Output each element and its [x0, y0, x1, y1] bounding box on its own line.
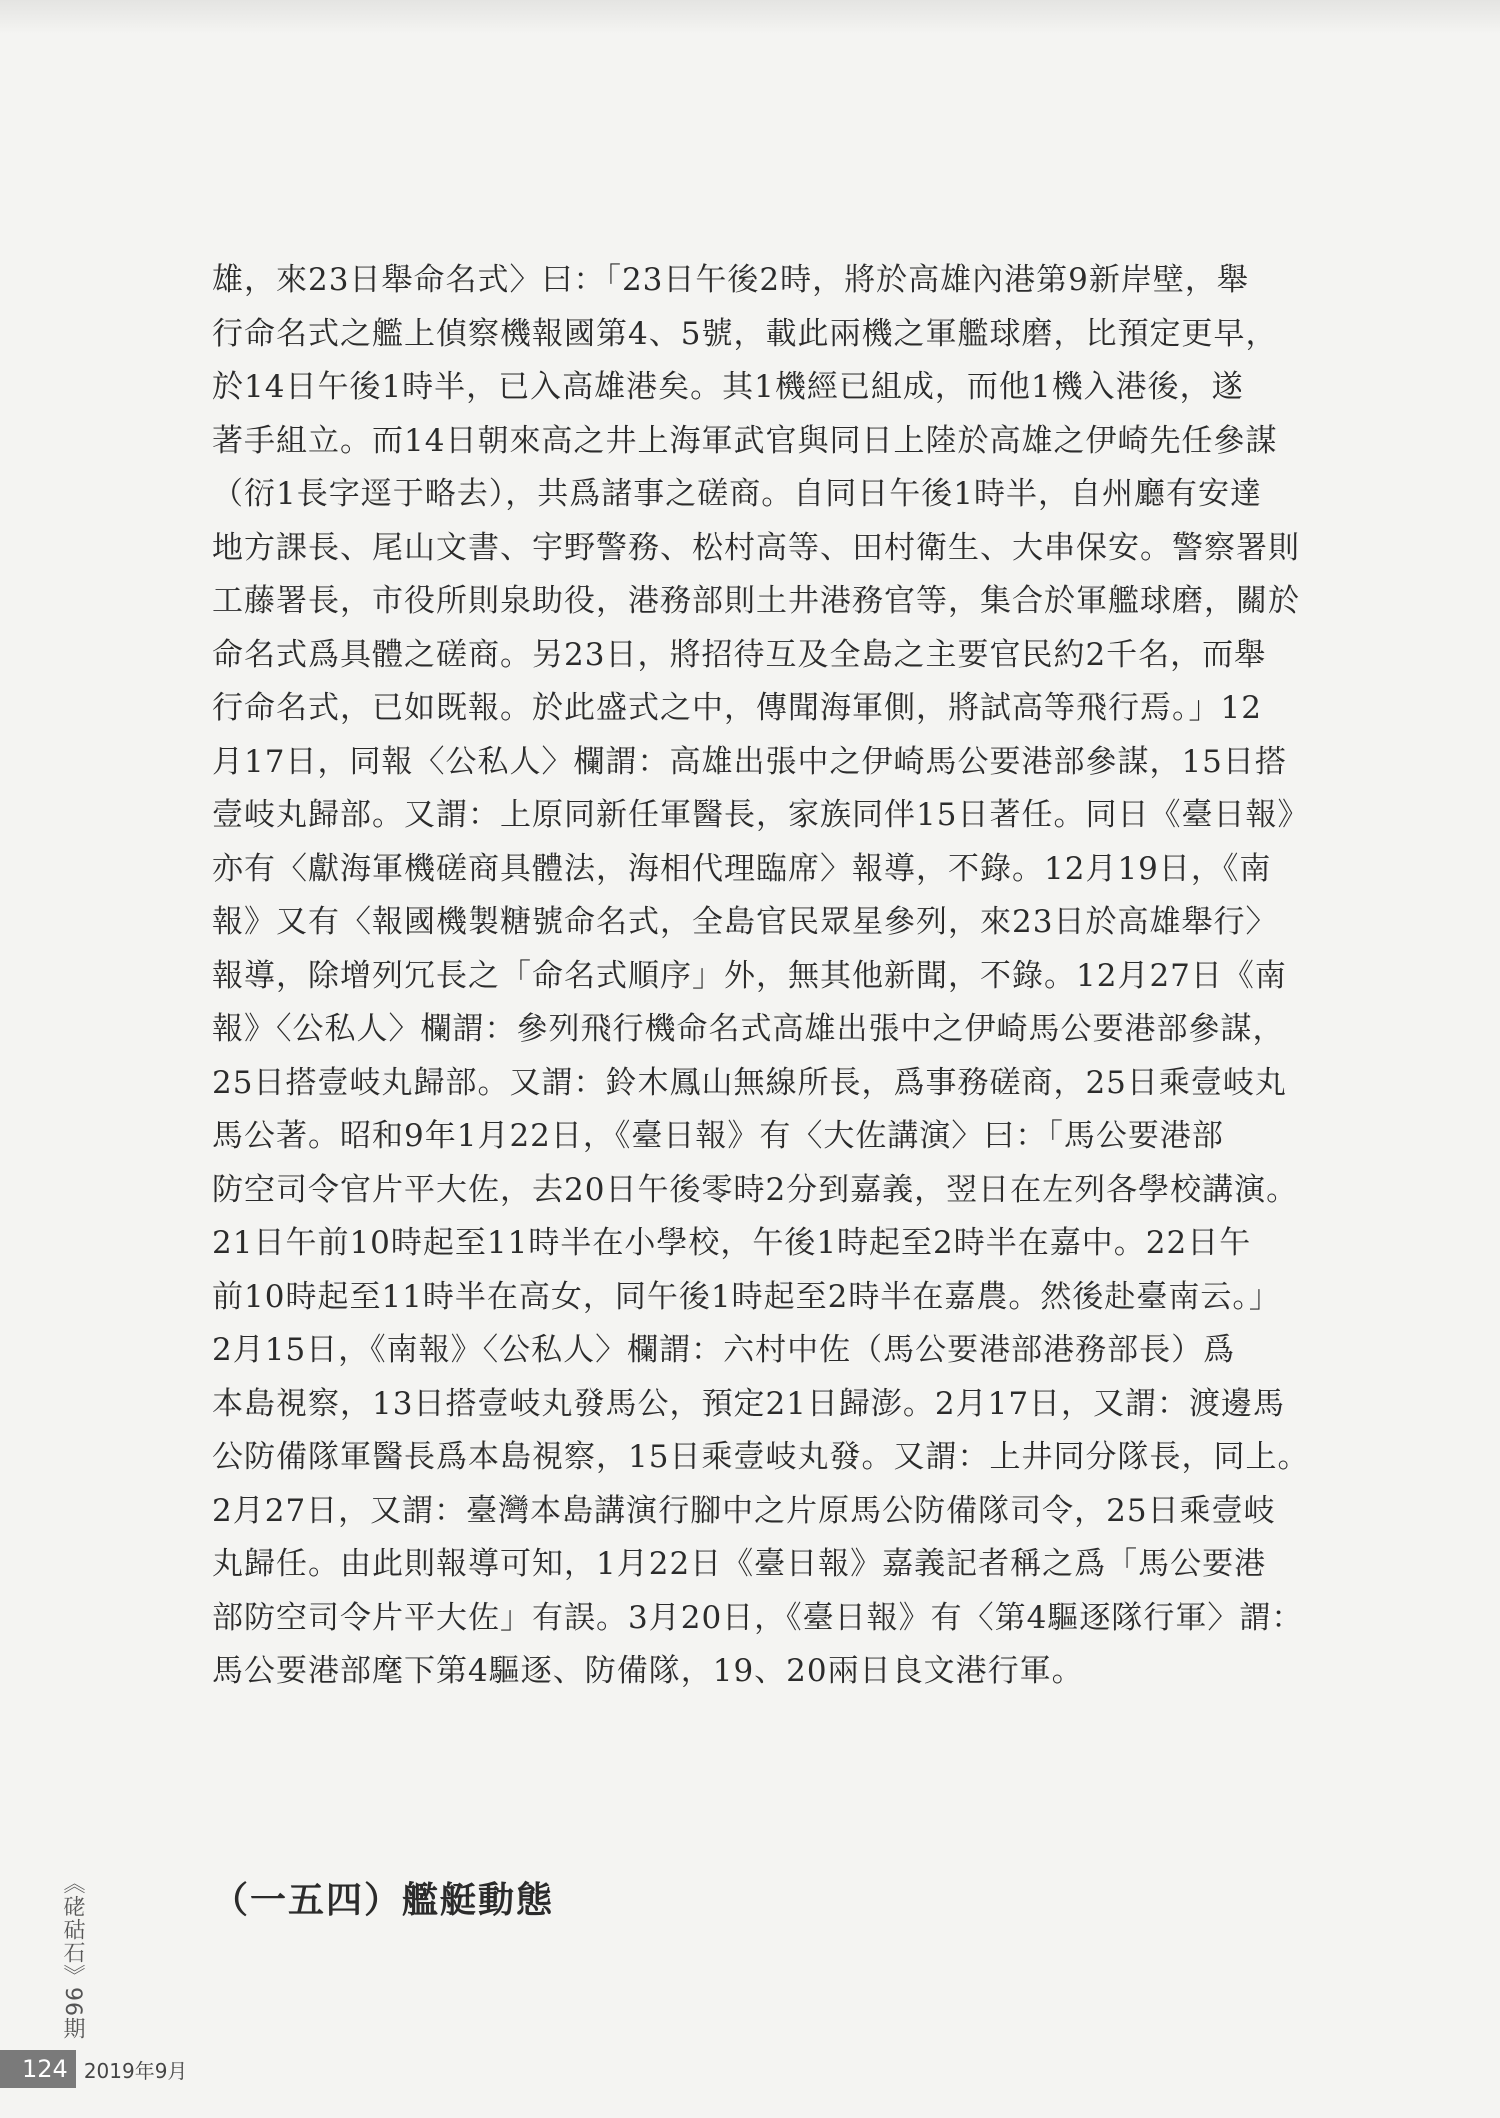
body-line: 前10時起至11時半在高女，同午後1時起至2時半在嘉農。然後赴臺南云。」 [212, 1278, 1281, 1315]
body-line: 命名式爲具體之磋商。另23日，將招待互及全島之主要官民約2千名，而舉 [212, 636, 1267, 673]
body-line: （衍1長字逕于略去），共爲諸事之磋商。自同日午後1時半，自州廳有安達 [212, 476, 1262, 512]
body-line: 亦有〈獻海軍機磋商具體法，海相代理臨席〉報導，不錄。12月19日，《南 [212, 850, 1272, 887]
article-body [212, 254, 1327, 1699]
body-line: 報導，除增列冗長之「命名式順序」外，無其他新聞，不錄。12月27日《南 [212, 957, 1287, 994]
body-line: 壹岐丸歸部。又謂：上原同新任軍醫長，家族同伴15日著任。同日《臺日報》 [212, 797, 1310, 833]
body-line: 2月27日，又謂：臺灣本島講演行腳中之片原馬公防備隊司令，25日乘壹岐 [212, 1492, 1276, 1529]
page-footer [0, 2050, 187, 2088]
issue-date: 2019年9月 [83, 2058, 188, 2083]
journal-side-title: 《硓𥑮石》96期 [60, 1872, 85, 2040]
body-line: 2月15日，《南報》〈公私人〉欄謂：六村中佐（馬公要港部港務部長）爲 [212, 1332, 1236, 1368]
body-line: 月17日，同報〈公私人〉欄謂：高雄出張中之伊崎馬公要港部參謀，15日搭 [212, 743, 1287, 780]
section-heading: （一五四）艦艇動態 [212, 1880, 555, 1921]
body-line: 報》又有〈報國機製糖號命名式，全島官民眾星參列，來23日於高雄舉行〉 [212, 904, 1278, 940]
body-line: 於14日午後1時半，已入高雄港矣。其1機經已組成，而他1機入港後，遂 [212, 369, 1244, 405]
body-line: 報》〈公私人〉欄謂：參列飛行機命名式高雄出張中之伊崎馬公要港部參謀， [212, 1011, 1285, 1047]
body-line: 21日午前10時起至11時半在小學校，午後1時起至2時半在嘉中。22日午 [212, 1225, 1252, 1261]
body-line: 工藤署長，市役所則泉助役，港務部則土井港務官等，集合於軍艦球磨，關於 [212, 583, 1300, 619]
body-line: 馬公要港部麾下第4驅逐、防備隊，19、20兩日良文港行軍。 [212, 1653, 1084, 1689]
body-line: 行命名式，已如既報。於此盛式之中，傳聞海軍側，將試高等飛行焉。」12 [212, 690, 1262, 726]
body-line: 25日搭壹岐丸歸部。又謂：鈴木鳳山無線所長，爲事務磋商，25日乘壹岐丸 [212, 1064, 1287, 1101]
body-line: 本島視察，13日搭壹岐丸發馬公，預定21日歸澎。2月17日，又謂：渡邊馬 [212, 1385, 1286, 1422]
body-line: 地方課長、尾山文書、宇野警務、松村高等、田村衛生、大串保安。警察署則 [212, 529, 1300, 566]
body-line: 著手組立。而14日朝來高之井上海軍武官與同日上陸於高雄之伊崎先任參謀 [212, 422, 1278, 459]
page-number: 124 [0, 2050, 76, 2088]
body-line: 部防空司令片平大佐」有誤。3月20日，《臺日報》有〈第4驅逐隊行軍〉謂： [212, 1599, 1304, 1636]
body-line: 馬公著。昭和9年1月22日，《臺日報》有〈大佐講演〉曰：「馬公要港部 [212, 1118, 1224, 1154]
body-line: 丸歸任。由此則報導可知，1月22日《臺日報》嘉義記者稱之爲「馬公要港 [212, 1546, 1267, 1582]
body-line: 行命名式之艦上偵察機報國第4、5號，載此兩機之軍艦球磨，比預定更早， [212, 315, 1278, 352]
scan-top-edge [0, 0, 1500, 34]
body-line: 防空司令官片平大佐，去20日午後零時2分到嘉義，翌日在左列各學校講演。 [212, 1171, 1299, 1208]
body-line: 雄，來23日舉命名式〉曰：「23日午後2時，將於高雄內港第9新岸壁，舉 [212, 262, 1249, 298]
body-line: 公防備隊軍醫長爲本島視察，15日乘壹岐丸發。又謂：上井同分隊長，同上。 [212, 1439, 1310, 1475]
